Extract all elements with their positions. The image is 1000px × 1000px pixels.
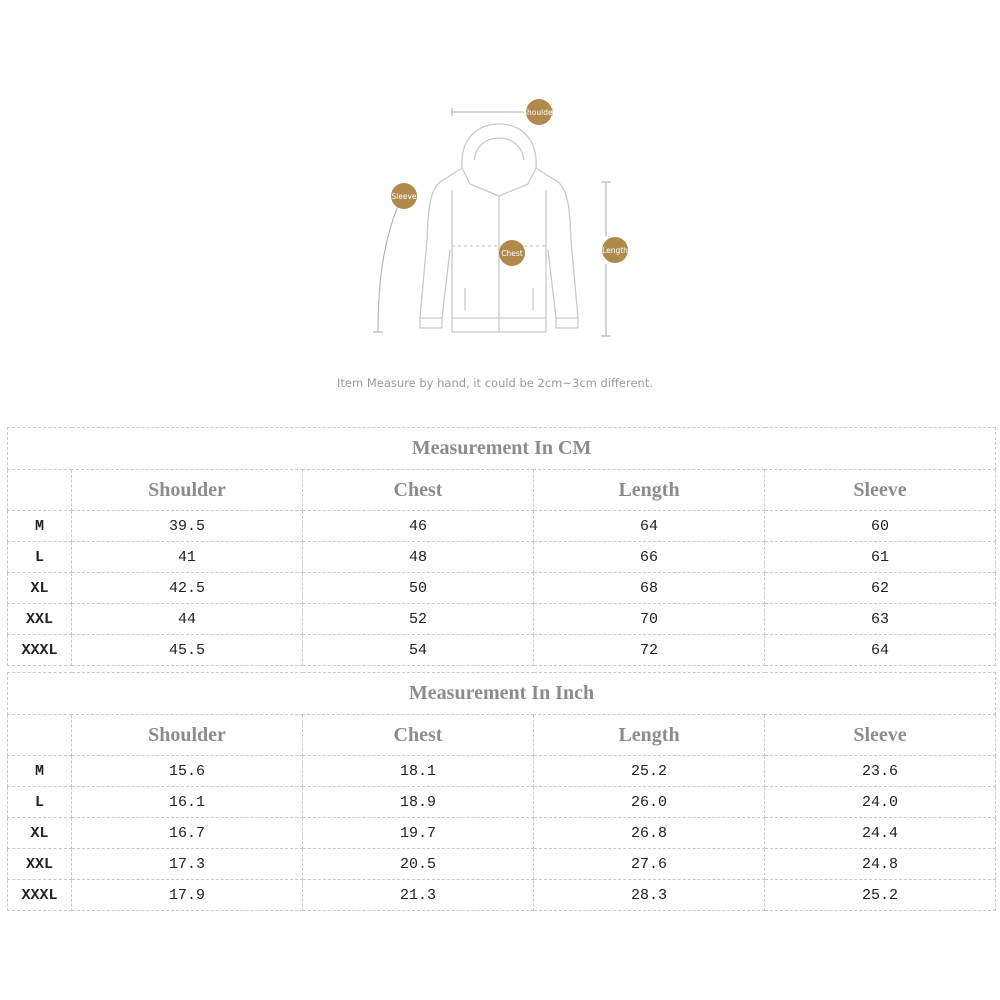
- sleeve-value: 24.0: [765, 787, 996, 818]
- length-value: 68: [534, 573, 765, 604]
- length-badge-label: Length: [602, 246, 628, 255]
- length-value: 66: [534, 542, 765, 573]
- size-table-inch: [7, 672, 996, 911]
- shoulder-value: 17.9: [72, 880, 303, 911]
- column-header-chest: Chest: [303, 470, 534, 511]
- shoulder-badge: [522, 99, 556, 125]
- size-label: M: [8, 511, 72, 542]
- shoulder-badge-label: Shoulder: [522, 108, 556, 117]
- chest-value: 50: [303, 573, 534, 604]
- sleeve-value: 25.2: [765, 880, 996, 911]
- sleeve-value: 60: [765, 511, 996, 542]
- size-table-cm: [7, 427, 996, 666]
- sleeve-value: 24.8: [765, 849, 996, 880]
- sleeve-value: 23.6: [765, 756, 996, 787]
- sleeve-value: 24.4: [765, 818, 996, 849]
- shoulder-value: 15.6: [72, 756, 303, 787]
- shoulder-value: 42.5: [72, 573, 303, 604]
- chest-value: 18.1: [303, 756, 534, 787]
- table-header-row: [8, 715, 996, 756]
- table-row: [8, 756, 996, 787]
- length-value: 64: [534, 511, 765, 542]
- hoodie-illustration: [0, 0, 1000, 400]
- chest-value: 52: [303, 604, 534, 635]
- shoulder-value: 16.7: [72, 818, 303, 849]
- header-corner: [8, 715, 72, 756]
- shoulder-value: 44: [72, 604, 303, 635]
- measurement-note: Item Measure by hand, it could be 2cm~3cm different.: [336, 376, 654, 390]
- chest-badge-label: Chest: [501, 249, 523, 258]
- length-value: 26.0: [534, 787, 765, 818]
- length-value: 72: [534, 635, 765, 666]
- chest-value: 46: [303, 511, 534, 542]
- sleeve-badge-label: Sleeve: [391, 192, 417, 201]
- length-value: 70: [534, 604, 765, 635]
- table-row: [8, 787, 996, 818]
- length-value: 27.6: [534, 849, 765, 880]
- chest-value: 19.7: [303, 818, 534, 849]
- column-header-sleeve: Sleeve: [765, 470, 996, 511]
- table-row: [8, 880, 996, 911]
- length-value: 25.2: [534, 756, 765, 787]
- chest-badge: [499, 240, 525, 266]
- shoulder-value: 39.5: [72, 511, 303, 542]
- sleeve-value: 64: [765, 635, 996, 666]
- chest-value: 48: [303, 542, 534, 573]
- table-row: [8, 635, 996, 666]
- column-header-sleeve: Sleeve: [765, 715, 996, 756]
- sleeve-value: 63: [765, 604, 996, 635]
- length-value: 26.8: [534, 818, 765, 849]
- size-label: M: [8, 756, 72, 787]
- column-header-chest: Chest: [303, 715, 534, 756]
- table-row: [8, 849, 996, 880]
- table-row: [8, 573, 996, 604]
- column-header-length: Length: [534, 715, 765, 756]
- sleeve-badge: [391, 183, 417, 209]
- column-header-length: Length: [534, 470, 765, 511]
- table-title-row: [8, 673, 996, 715]
- size-label: XL: [8, 573, 72, 604]
- size-label: XXXL: [8, 880, 72, 911]
- length-value: 28.3: [534, 880, 765, 911]
- shoulder-value: 16.1: [72, 787, 303, 818]
- size-label: XL: [8, 818, 72, 849]
- chest-value: 18.9: [303, 787, 534, 818]
- sleeve-value: 61: [765, 542, 996, 573]
- chest-value: 20.5: [303, 849, 534, 880]
- measurement-diagram: [0, 0, 1000, 400]
- hoodie-outline: [420, 124, 578, 332]
- header-corner: [8, 470, 72, 511]
- shoulder-value: 45.5: [72, 635, 303, 666]
- chest-value: 21.3: [303, 880, 534, 911]
- size-label: XXL: [8, 849, 72, 880]
- table-row: [8, 511, 996, 542]
- column-header-shoulder: Shoulder: [72, 470, 303, 511]
- size-label: XXXL: [8, 635, 72, 666]
- table-row: [8, 818, 996, 849]
- size-label: XXL: [8, 604, 72, 635]
- shoulder-value: 17.3: [72, 849, 303, 880]
- size-label: L: [8, 542, 72, 573]
- length-badge: [602, 237, 628, 263]
- table-row: [8, 542, 996, 573]
- shoulder-value: 41: [72, 542, 303, 573]
- size-label: L: [8, 787, 72, 818]
- column-header-shoulder: Shoulder: [72, 715, 303, 756]
- table-title-row: [8, 428, 996, 470]
- measure-lines: [373, 108, 611, 336]
- chest-value: 54: [303, 635, 534, 666]
- sleeve-value: 62: [765, 573, 996, 604]
- table-title: Measurement In CM: [8, 428, 996, 470]
- table-title: Measurement In Inch: [8, 673, 996, 715]
- table-header-row: [8, 470, 996, 511]
- table-row: [8, 604, 996, 635]
